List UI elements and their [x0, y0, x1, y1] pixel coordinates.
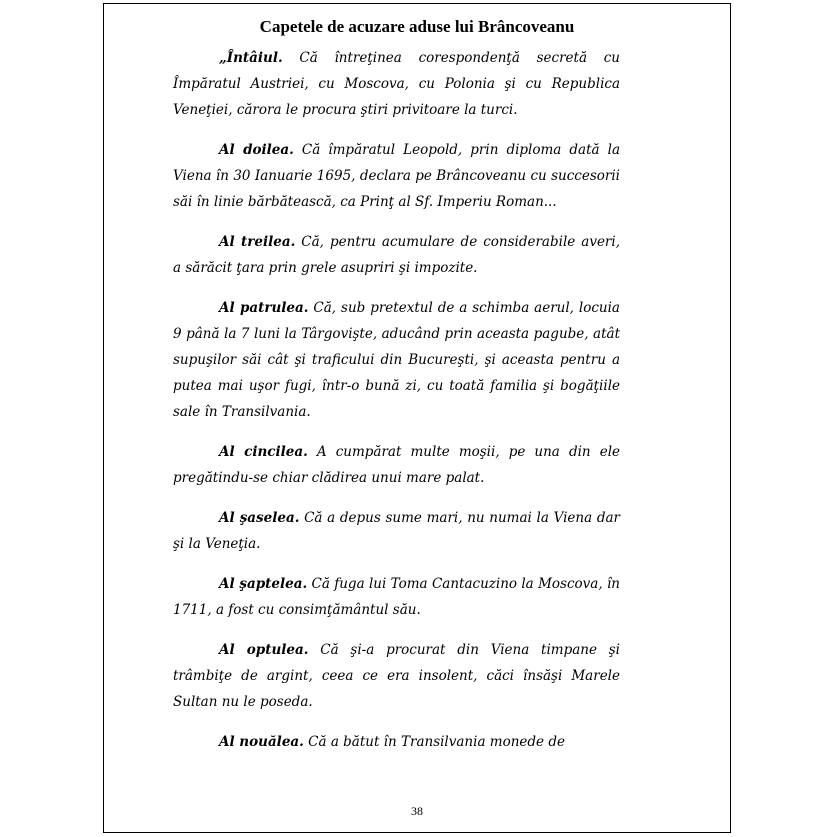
- paragraph-8: [173, 637, 620, 715]
- paragraph-heading: Al cincilea.: [219, 444, 308, 460]
- paragraph-heading: Al patrulea.: [219, 300, 309, 316]
- paragraph-5: [173, 439, 620, 491]
- paragraph-text: Că fuga lui Toma Cantacuzino la Moscova, în 1711, a fost cu consimţământul său.: [173, 576, 620, 618]
- paragraph-heading: Al optulea.: [219, 642, 309, 658]
- paragraph-2: [173, 137, 620, 215]
- document-page: [103, 3, 731, 833]
- paragraph-3: [173, 229, 620, 281]
- paragraph-heading: Al nouălea.: [219, 734, 304, 750]
- paragraph-7: [173, 571, 620, 623]
- document-body: [173, 45, 620, 769]
- paragraph-text: Că a bătut în Transilvania monede de: [303, 734, 565, 750]
- paragraph-text: Că a depus sume mari, nu numai la Viena dar şi la Veneţia.: [173, 510, 620, 552]
- paragraph-9: [173, 729, 620, 755]
- paragraph-text: Că, sub pretextul de a schimba aerul, locuia 9 până la 7 luni la Târgovişte, aducând prin aceasta pagube, atât supuşilor săi cât şi traficului din Bucureşti, şi aceasta pentru a putea mai uşor fugi, într-o bună zi, cu toată familia şi bogăţiile sale în Transilvania.: [173, 300, 620, 420]
- paragraph-heading: Al treilea.: [219, 234, 296, 250]
- paragraph-text: A cumpărat multe moşii, pe una din ele pregătindu-se chiar clădirea unui mare palat.: [173, 444, 620, 486]
- paragraph-text: Că, pentru acumulare de considerabile averi, a sărăcit ţara prin grele asupriri şi impozite.: [173, 234, 620, 276]
- paragraph-heading: „Întâiul.: [219, 50, 283, 66]
- paragraph-text: Că întreţinea corespondenţă secretă cu Împăratul Austriei, cu Moscova, cu Polonia şi cu Republica Veneţiei, cărora le procura ştiri privitoare la turci.: [173, 50, 620, 118]
- paragraph-text: Că şi-a procurat din Viena timpane şi trâmbiţe de argint, ceea ce era insolent, căci însăşi Marele Sultan nu le poseda.: [173, 642, 620, 710]
- page-number: 38: [411, 804, 423, 818]
- paragraph-heading: Al doilea.: [219, 142, 294, 158]
- paragraph-4: [173, 295, 620, 425]
- paragraph-heading: Al şaptelea.: [219, 576, 308, 592]
- paragraph-1: [173, 45, 620, 123]
- page-title: Capetele de acuzare aduse lui Brâncoveanu: [259, 17, 575, 36]
- paragraph-6: [173, 505, 620, 557]
- paragraph-heading: Al şaselea.: [219, 510, 300, 526]
- paragraph-text: Că împăratul Leopold, prin diploma dată la Viena în 30 Ianuarie 1695, declara pe Brâncoveanu cu succesorii săi în linie bărbătească, ca Prinţ al Sf. Imperiu Roman...: [173, 142, 620, 210]
